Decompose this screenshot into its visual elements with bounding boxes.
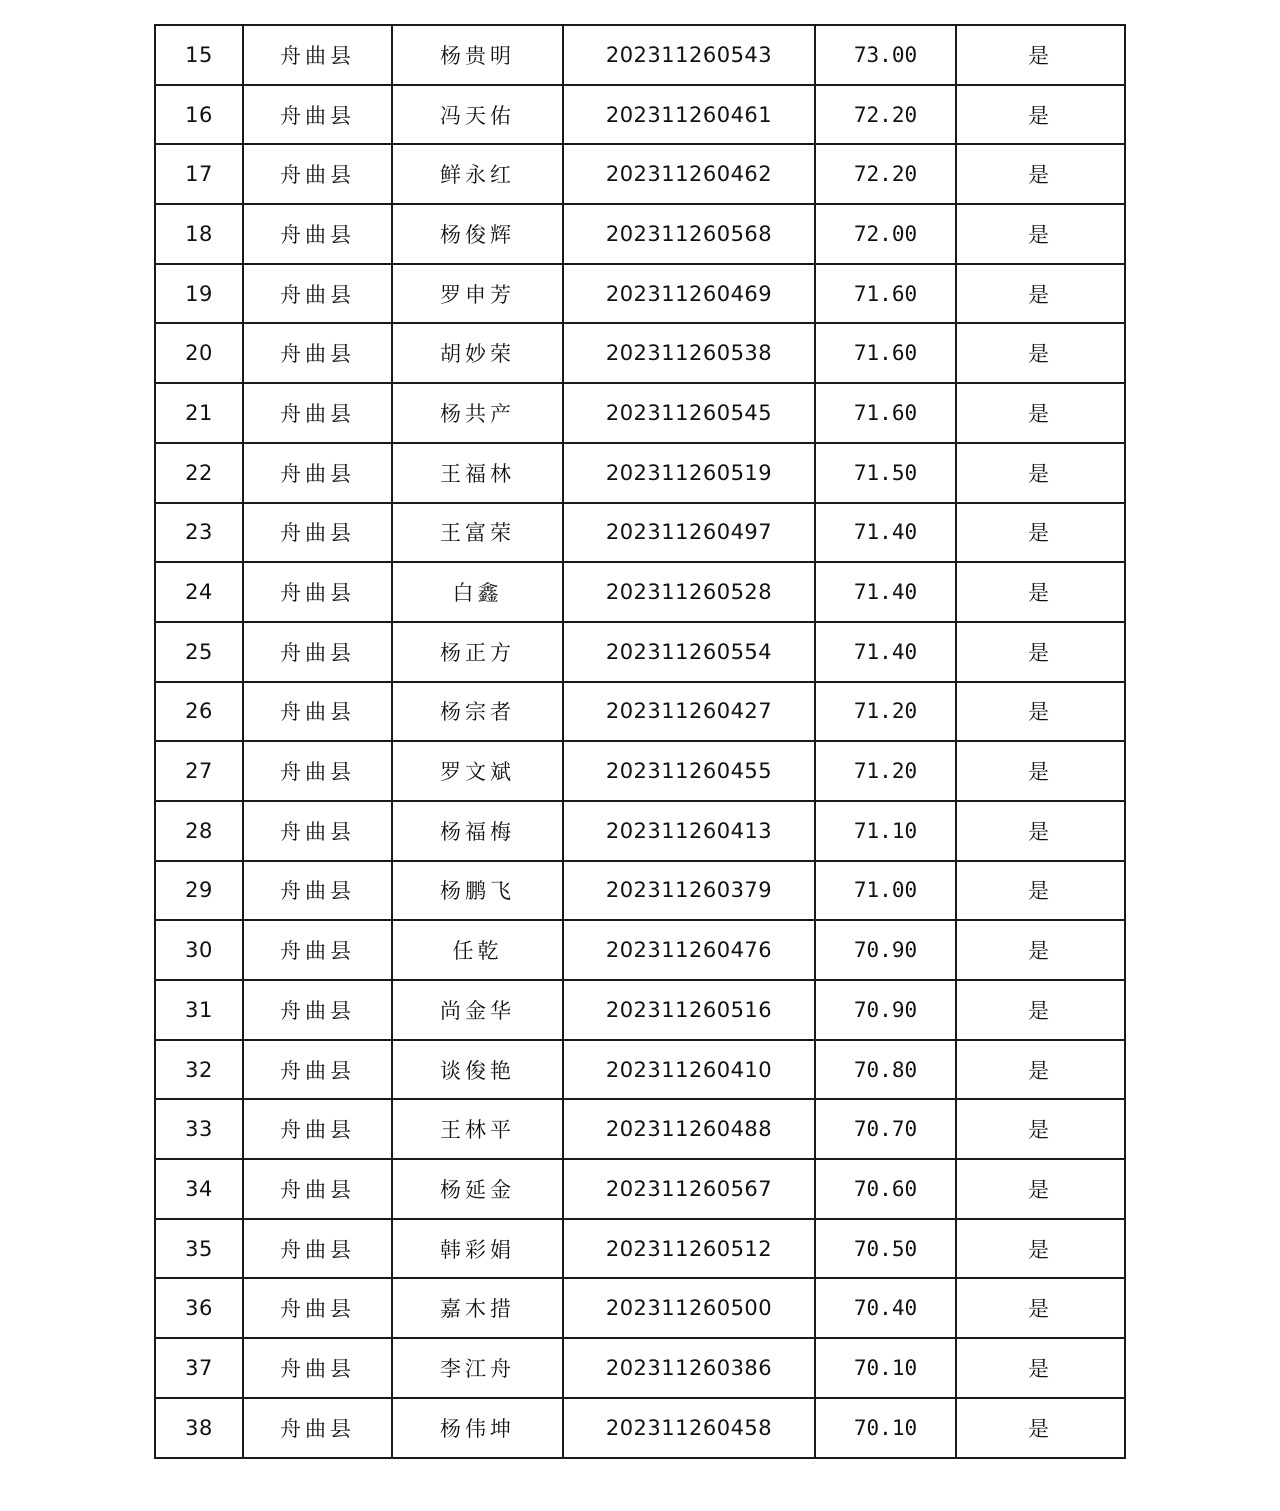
interview-status-cell: 是 — [956, 1278, 1125, 1338]
ticket-number-cell: 202311260413 — [563, 801, 815, 861]
candidate-name-cell: 谈俊艳 — [392, 1040, 563, 1100]
ticket-number-cell: 202311260528 — [563, 562, 815, 622]
candidate-name-cell: 杨正方 — [392, 622, 563, 682]
county-cell: 舟曲县 — [243, 264, 392, 324]
candidate-name-cell: 任乾 — [392, 920, 563, 980]
candidate-name-cell: 嘉木措 — [392, 1278, 563, 1338]
results-table-body — [155, 25, 1125, 1458]
ticket-number-cell: 202311260516 — [563, 980, 815, 1040]
county-cell: 舟曲县 — [243, 443, 392, 503]
row-number-cell: 34 — [155, 1159, 243, 1219]
row-number-cell: 21 — [155, 383, 243, 443]
ticket-number-cell: 202311260410 — [563, 1040, 815, 1100]
table-row — [155, 383, 1125, 443]
score-cell: 70.90 — [815, 920, 956, 980]
county-cell: 舟曲县 — [243, 1099, 392, 1159]
candidate-name-cell: 李江舟 — [392, 1338, 563, 1398]
row-number-cell: 30 — [155, 920, 243, 980]
county-cell: 舟曲县 — [243, 980, 392, 1040]
candidate-name-cell: 杨贵明 — [392, 25, 563, 85]
candidate-name-cell: 罗申芳 — [392, 264, 563, 324]
row-number-cell: 23 — [155, 503, 243, 563]
interview-status-cell: 是 — [956, 503, 1125, 563]
table-row — [155, 85, 1125, 145]
score-cell: 73.00 — [815, 25, 956, 85]
candidate-name-cell: 杨共产 — [392, 383, 563, 443]
table-row — [155, 801, 1125, 861]
score-cell: 71.60 — [815, 323, 956, 383]
county-cell: 舟曲县 — [243, 144, 392, 204]
ticket-number-cell: 202311260476 — [563, 920, 815, 980]
county-cell: 舟曲县 — [243, 1040, 392, 1100]
table-row — [155, 1159, 1125, 1219]
interview-status-cell: 是 — [956, 1159, 1125, 1219]
interview-status-cell: 是 — [956, 980, 1125, 1040]
table-row — [155, 1219, 1125, 1279]
county-cell: 舟曲县 — [243, 801, 392, 861]
score-cell: 71.00 — [815, 861, 956, 921]
candidate-name-cell: 韩彩娟 — [392, 1219, 563, 1279]
county-cell: 舟曲县 — [243, 25, 392, 85]
score-cell: 71.40 — [815, 562, 956, 622]
row-number-cell: 20 — [155, 323, 243, 383]
results-sheet — [154, 24, 1124, 1459]
candidate-name-cell: 杨延金 — [392, 1159, 563, 1219]
score-cell: 71.20 — [815, 741, 956, 801]
table-row — [155, 562, 1125, 622]
candidate-name-cell: 杨俊辉 — [392, 204, 563, 264]
interview-status-cell: 是 — [956, 1099, 1125, 1159]
table-row — [155, 204, 1125, 264]
candidate-name-cell: 罗文斌 — [392, 741, 563, 801]
table-row — [155, 1338, 1125, 1398]
county-cell: 舟曲县 — [243, 1159, 392, 1219]
row-number-cell: 37 — [155, 1338, 243, 1398]
candidate-name-cell: 杨福梅 — [392, 801, 563, 861]
candidate-name-cell: 胡妙荣 — [392, 323, 563, 383]
score-cell: 71.60 — [815, 264, 956, 324]
candidate-name-cell: 杨伟坤 — [392, 1398, 563, 1458]
ticket-number-cell: 202311260543 — [563, 25, 815, 85]
table-row — [155, 443, 1125, 503]
ticket-number-cell: 202311260455 — [563, 741, 815, 801]
candidate-name-cell: 冯天佑 — [392, 85, 563, 145]
table-row — [155, 1278, 1125, 1338]
county-cell: 舟曲县 — [243, 323, 392, 383]
county-cell: 舟曲县 — [243, 861, 392, 921]
table-row — [155, 144, 1125, 204]
table-row — [155, 980, 1125, 1040]
row-number-cell: 19 — [155, 264, 243, 324]
score-cell: 71.60 — [815, 383, 956, 443]
table-row — [155, 1040, 1125, 1100]
ticket-number-cell: 202311260461 — [563, 85, 815, 145]
candidate-name-cell: 王富荣 — [392, 503, 563, 563]
score-cell: 70.70 — [815, 1099, 956, 1159]
county-cell: 舟曲县 — [243, 1219, 392, 1279]
row-number-cell: 22 — [155, 443, 243, 503]
score-cell: 70.90 — [815, 980, 956, 1040]
table-row — [155, 682, 1125, 742]
county-cell: 舟曲县 — [243, 1398, 392, 1458]
score-cell: 70.80 — [815, 1040, 956, 1100]
county-cell: 舟曲县 — [243, 920, 392, 980]
interview-status-cell: 是 — [956, 861, 1125, 921]
interview-status-cell: 是 — [956, 443, 1125, 503]
county-cell: 舟曲县 — [243, 1278, 392, 1338]
county-cell: 舟曲县 — [243, 682, 392, 742]
row-number-cell: 32 — [155, 1040, 243, 1100]
row-number-cell: 31 — [155, 980, 243, 1040]
row-number-cell: 33 — [155, 1099, 243, 1159]
score-cell: 71.40 — [815, 622, 956, 682]
score-cell: 70.40 — [815, 1278, 956, 1338]
ticket-number-cell: 202311260427 — [563, 682, 815, 742]
ticket-number-cell: 202311260519 — [563, 443, 815, 503]
ticket-number-cell: 202311260497 — [563, 503, 815, 563]
row-number-cell: 15 — [155, 25, 243, 85]
row-number-cell: 24 — [155, 562, 243, 622]
score-cell: 71.50 — [815, 443, 956, 503]
score-cell: 70.10 — [815, 1338, 956, 1398]
table-row — [155, 25, 1125, 85]
interview-status-cell: 是 — [956, 1398, 1125, 1458]
row-number-cell: 36 — [155, 1278, 243, 1338]
interview-status-cell: 是 — [956, 85, 1125, 145]
interview-status-cell: 是 — [956, 25, 1125, 85]
interview-status-cell: 是 — [956, 682, 1125, 742]
county-cell: 舟曲县 — [243, 1338, 392, 1398]
county-cell: 舟曲县 — [243, 562, 392, 622]
ticket-number-cell: 202311260554 — [563, 622, 815, 682]
interview-status-cell: 是 — [956, 1338, 1125, 1398]
score-cell: 71.20 — [815, 682, 956, 742]
row-number-cell: 38 — [155, 1398, 243, 1458]
interview-status-cell: 是 — [956, 741, 1125, 801]
interview-status-cell: 是 — [956, 920, 1125, 980]
table-row — [155, 741, 1125, 801]
table-row — [155, 323, 1125, 383]
score-cell: 70.10 — [815, 1398, 956, 1458]
ticket-number-cell: 202311260458 — [563, 1398, 815, 1458]
row-number-cell: 35 — [155, 1219, 243, 1279]
county-cell: 舟曲县 — [243, 204, 392, 264]
county-cell: 舟曲县 — [243, 622, 392, 682]
score-cell: 72.20 — [815, 144, 956, 204]
table-row — [155, 1398, 1125, 1458]
interview-status-cell: 是 — [956, 264, 1125, 324]
table-row — [155, 1099, 1125, 1159]
ticket-number-cell: 202311260379 — [563, 861, 815, 921]
ticket-number-cell: 202311260386 — [563, 1338, 815, 1398]
ticket-number-cell: 202311260567 — [563, 1159, 815, 1219]
row-number-cell: 17 — [155, 144, 243, 204]
row-number-cell: 28 — [155, 801, 243, 861]
ticket-number-cell: 202311260568 — [563, 204, 815, 264]
interview-status-cell: 是 — [956, 622, 1125, 682]
row-number-cell: 26 — [155, 682, 243, 742]
table-row — [155, 264, 1125, 324]
table-row — [155, 622, 1125, 682]
row-number-cell: 25 — [155, 622, 243, 682]
interview-status-cell: 是 — [956, 801, 1125, 861]
candidate-name-cell: 鲜永红 — [392, 144, 563, 204]
interview-status-cell: 是 — [956, 204, 1125, 264]
interview-status-cell: 是 — [956, 323, 1125, 383]
county-cell: 舟曲县 — [243, 741, 392, 801]
row-number-cell: 18 — [155, 204, 243, 264]
candidate-name-cell: 杨鹏飞 — [392, 861, 563, 921]
score-cell: 70.60 — [815, 1159, 956, 1219]
score-cell: 72.20 — [815, 85, 956, 145]
row-number-cell: 27 — [155, 741, 243, 801]
interview-status-cell: 是 — [956, 383, 1125, 443]
candidate-name-cell: 白鑫 — [392, 562, 563, 622]
ticket-number-cell: 202311260538 — [563, 323, 815, 383]
county-cell: 舟曲县 — [243, 503, 392, 563]
ticket-number-cell: 202311260488 — [563, 1099, 815, 1159]
score-cell: 71.10 — [815, 801, 956, 861]
ticket-number-cell: 202311260469 — [563, 264, 815, 324]
interview-status-cell: 是 — [956, 144, 1125, 204]
score-cell: 71.40 — [815, 503, 956, 563]
table-row — [155, 503, 1125, 563]
ticket-number-cell: 202311260512 — [563, 1219, 815, 1279]
candidate-name-cell: 杨宗者 — [392, 682, 563, 742]
candidate-name-cell: 王福林 — [392, 443, 563, 503]
candidate-name-cell: 王林平 — [392, 1099, 563, 1159]
interview-status-cell: 是 — [956, 562, 1125, 622]
candidate-name-cell: 尚金华 — [392, 980, 563, 1040]
interview-status-cell: 是 — [956, 1219, 1125, 1279]
county-cell: 舟曲县 — [243, 383, 392, 443]
ticket-number-cell: 202311260545 — [563, 383, 815, 443]
table-row — [155, 920, 1125, 980]
table-row — [155, 861, 1125, 921]
score-cell: 72.00 — [815, 204, 956, 264]
interview-status-cell: 是 — [956, 1040, 1125, 1100]
ticket-number-cell: 202311260462 — [563, 144, 815, 204]
score-cell: 70.50 — [815, 1219, 956, 1279]
row-number-cell: 16 — [155, 85, 243, 145]
ticket-number-cell: 202311260500 — [563, 1278, 815, 1338]
results-table — [154, 24, 1126, 1459]
county-cell: 舟曲县 — [243, 85, 392, 145]
row-number-cell: 29 — [155, 861, 243, 921]
